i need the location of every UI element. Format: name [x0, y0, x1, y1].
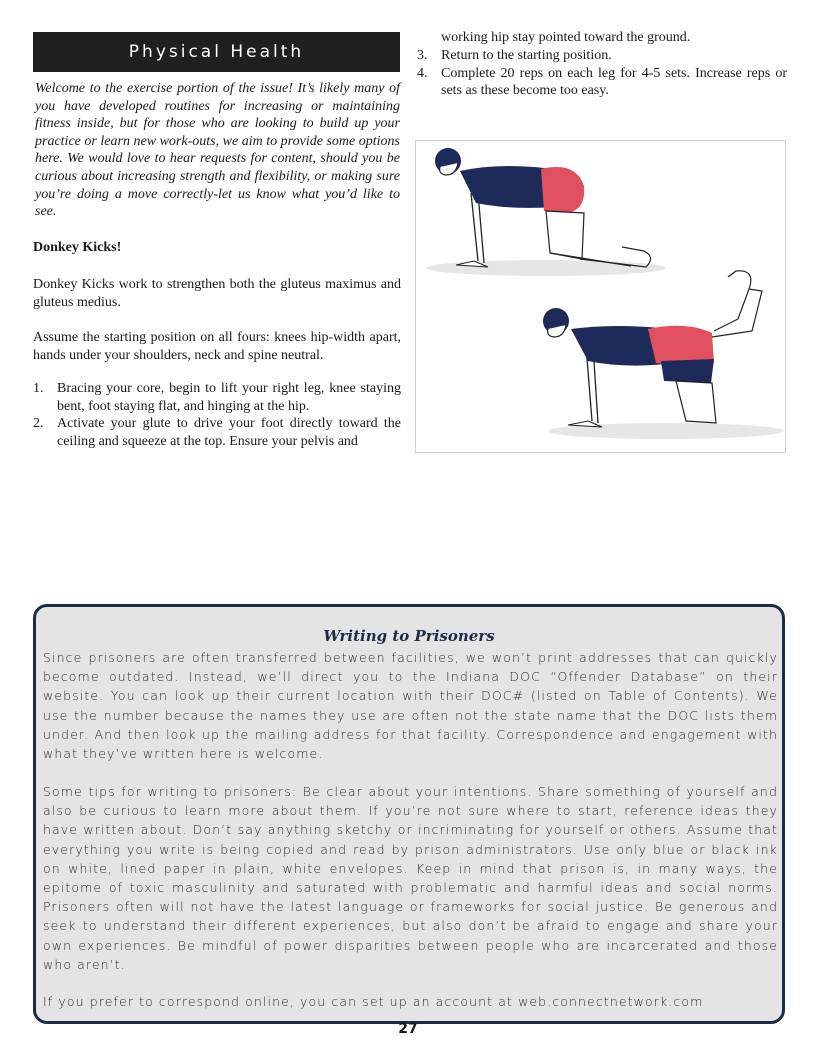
exercise-start-position: Assume the starting position on all fours: knees hip-width apart, hands under your shoulders, neck and spine neutral.	[33, 330, 401, 363]
steps-list-right	[417, 47, 787, 100]
writing-to-prisoners-box	[33, 604, 785, 1024]
box-paragraph-2: Some tips for writing to prisoners: Be clear about your intentions. Share something of yourself and also be curious to learn more about them. If you’re not sure where to start, reference ideas they have written about. Don’t say anything sketchy or incriminating for yourself or others. Assume that everything you write is being copied and read by prison administrators. Use only blue or black ink on white, lined paper in plain, white envelopes. Keep in mind that prison is, in many ways, the epitome of toxic masculinity and saturated with problematic and harmful ideas and social norms. Prisoners often will not have the latest language or frameworks for social justice. Be generous and seek to understand their different experiences, but also don’t be afraid to engage and share your own experiences. Be mindful of power disparities between people who are incarcerated and those who aren’t.	[43, 784, 778, 972]
step-continuation: working hip stay pointed toward the ground.	[441, 30, 691, 45]
step-item	[417, 47, 787, 65]
box-paragraph-3: If you prefer to correspond online, you can set up an account at web.connectnetwork.com	[43, 994, 704, 1009]
step-item	[417, 65, 787, 100]
start-position-figure	[426, 148, 666, 276]
step-text: Return to the starting position.	[441, 48, 612, 63]
page-number: 27	[398, 1021, 418, 1037]
kick-position-figure	[543, 271, 784, 439]
step-text: Complete 20 reps on each leg for 4-5 sets. Increase reps or sets as these become too easy.	[441, 65, 787, 99]
donkey-kick-illustration	[415, 140, 786, 453]
step-number: 3.	[417, 48, 428, 63]
step-text: Activate your glute to drive your foot directly toward the ceiling and squeeze at the top. Ensure your pelvis and	[57, 416, 401, 449]
exercise-title: Donkey Kicks!	[33, 240, 122, 255]
step-item	[33, 380, 401, 415]
steps-list-left	[33, 380, 401, 450]
step-item	[33, 415, 401, 450]
step-text: Bracing your core, begin to lift your right leg, knee staying bent, foot staying flat, and hinging at the hip.	[57, 381, 401, 414]
step-number: 1.	[33, 381, 44, 396]
section-title: Physical Health	[33, 32, 400, 72]
exercise-description: Donkey Kicks work to strengthen both the gluteus maximus and gluteus medius.	[33, 277, 401, 310]
exercise-figures	[416, 141, 785, 452]
step-number: 4.	[417, 65, 428, 81]
box-title: Writing to Prisoners	[323, 627, 495, 645]
intro-paragraph: Welcome to the exercise portion of the issue! It’s likely many of you have developed routines for increasing or maintaining fitness inside, but for those who are looking to build up your practice or learn new work-outs, we aim to provide some options here. We would love to hear requests for content, should you be curious about increasing strength and flexibility, or making sure you’re doing a move correctly-let us know what you’d like to see.	[35, 81, 400, 220]
box-paragraph-1: Since prisoners are often transferred between facilities, we won’t print addresses that can quickly become outdated. Instead, we’ll direct you to the Indiana DOC “Offender Database” on their website. You can look up their current location with their DOC# (listed on Table of Contents). We use the number because the names they use are often not the state name that the DOC lists them under. And then look up the mailing address for that facility. Correspondence and engagement with what they’ve written here is welcome.	[43, 650, 778, 762]
step-number: 2.	[33, 416, 44, 432]
